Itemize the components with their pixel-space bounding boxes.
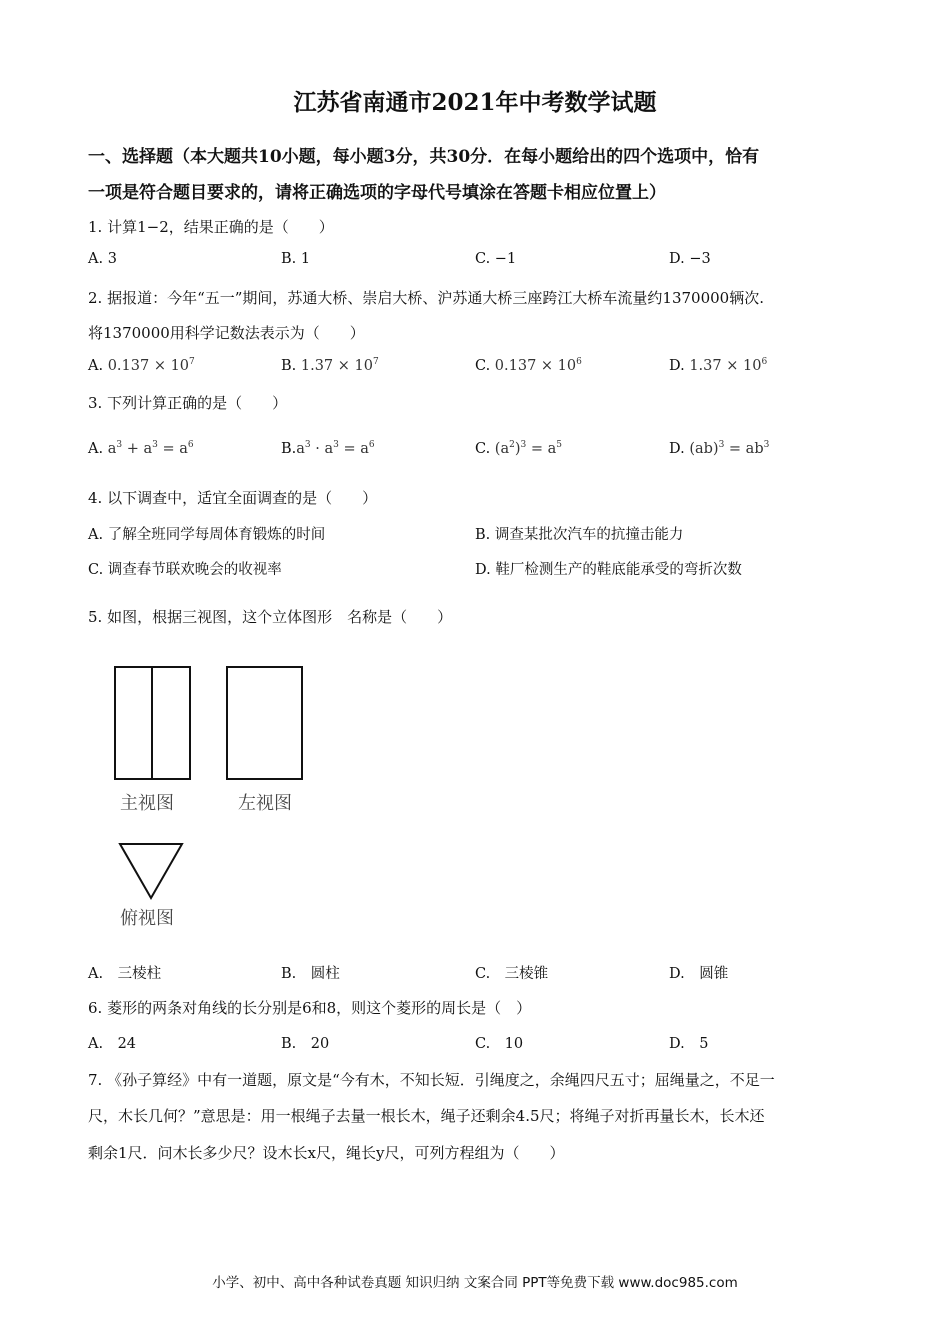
q7-line2: 尺，木长几何？”意思是：用一根绳子去量一根长木，绳子还剩余4.5尺；将绳子对折再量长木，长木还: [88, 1107, 765, 1125]
q2-option-b-prefix: B.: [281, 357, 297, 374]
q4-option-c: C. 调查春节联欢晚会的收视率: [88, 562, 282, 578]
side-view-rect: [227, 667, 302, 779]
q1-option-d: D. −3: [669, 251, 711, 267]
q3-option-a-formula: $a^3 + a^3 = a^6$: [107, 440, 194, 457]
q2-option-b: [281, 357, 379, 374]
q2-option-c-base: 0.137 × 10: [494, 357, 577, 374]
q2-option-d-exp: 6: [761, 357, 768, 367]
q3-option-d-formula: $(ab)^3 = ab^3$: [689, 440, 770, 457]
q3-option-b: [281, 440, 375, 457]
q4-option-d: D. 鞋厂检测生产的鞋底能承受的弯折次数: [475, 562, 742, 578]
q4-option-b: B. 调查某批次汽车的抗撞击能力: [475, 527, 684, 543]
q7-line3: 剩余1尺．问木长多少尺？设木长x尺，绳长y尺，可列方程组为（ ）: [88, 1144, 565, 1162]
q3-option-a: [88, 440, 194, 457]
q2-option-a-prefix: A.: [88, 357, 104, 374]
front-view-label: 主视图: [120, 793, 174, 814]
side-view-label: 左视图: [238, 793, 292, 814]
top-view-label: 俯视图: [120, 908, 174, 929]
q3-option-d-prefix: D.: [669, 440, 685, 457]
q2-option-d: [669, 357, 767, 374]
q6-stem: 6. 菱形的两条对角线的长分别是6和8，则这个菱形的周长是（ ）: [88, 999, 532, 1017]
q1-option-b: B. 1: [281, 251, 311, 267]
q2-option-b-exp: 7: [372, 357, 379, 367]
q1-option-c: C. −1: [475, 251, 517, 267]
q3-option-b-prefix: B.: [281, 440, 297, 457]
top-view-triangle: [120, 844, 182, 898]
q3-option-c: [475, 440, 562, 457]
q2-option-d-base: 1.37 × 10: [689, 357, 762, 374]
footer-text: 小学、初中、高中各种试卷真题 知识归纳 文案合同 PPT等免费下载 www.doc985.com: [212, 1275, 738, 1291]
q3-stem: 3. 下列计算正确的是（ ）: [88, 394, 288, 412]
q2-option-d-prefix: D.: [669, 357, 685, 374]
q2-stem-line2: 将1370000用科学记数法表示为（ ）: [88, 324, 365, 342]
page-title: 江苏省南通市2021年中考数学试题: [293, 89, 657, 116]
q6-option-b: B. 20: [281, 1036, 330, 1052]
q2-option-b-base: 1.37 × 10: [300, 357, 373, 374]
q4-stem: 4. 以下调查中，适宜全面调查的是（ ）: [88, 489, 378, 507]
q5-stem: 5. 如图，根据三视图，这个立体图形 名称是（ ）: [88, 608, 453, 626]
q1-stem: 1. 计算1−2，结果正确的是（ ）: [88, 218, 334, 236]
q6-option-a: A. 24: [88, 1036, 137, 1052]
q2-option-a-base: 0.137 × 10: [107, 357, 190, 374]
q3-option-c-formula: $(a^2)^3 = a^5$: [494, 440, 562, 457]
q5-option-b: B. 圆柱: [281, 966, 340, 982]
q3-option-a-prefix: A.: [88, 440, 104, 457]
q2-stem-line1: 2. 据报道：今年“五一”期间，苏通大桥、崇启大桥、沪苏通大桥三座跨江大桥车流量约1370000辆次.: [88, 289, 764, 307]
q3-option-b-formula: $a^3 \cdot a^3 = a^6$: [296, 440, 375, 457]
q2-option-c-exp: 6: [576, 357, 582, 367]
q2-option-a-exp: 7: [189, 357, 195, 367]
q2-option-c-prefix: C.: [475, 357, 491, 374]
q2-option-c: [475, 357, 582, 374]
q6-option-c: C. 10: [475, 1036, 524, 1052]
section-heading-line2: 一项是符合题目要求的，请将正确选项的字母代号填涂在答题卡相应位置上）: [88, 183, 666, 203]
q1-option-a: A. 3: [88, 251, 117, 267]
q3-option-c-prefix: C.: [475, 440, 491, 457]
q2-option-a: [88, 357, 195, 374]
q4-option-a: A. 了解全班同学每周体育锻炼的时间: [88, 527, 326, 543]
q5-option-c: C. 三棱锥: [475, 966, 549, 982]
q7-line1: 7. 《孙子算经》中有一道题，原文是“今有木，不知长短．引绳度之，余绳四尺五寸；屈绳量之，不足一: [88, 1071, 775, 1089]
q6-option-d: D. 5: [669, 1036, 709, 1052]
section-heading-line1: 一、选择题（本大题共10小题，每小题3分，共30分．在每小题给出的四个选项中，恰有: [88, 147, 760, 167]
q3-option-d: [669, 440, 769, 457]
q5-option-d: D. 圆锥: [669, 966, 729, 982]
q5-option-a: A. 三棱柱: [88, 966, 162, 982]
